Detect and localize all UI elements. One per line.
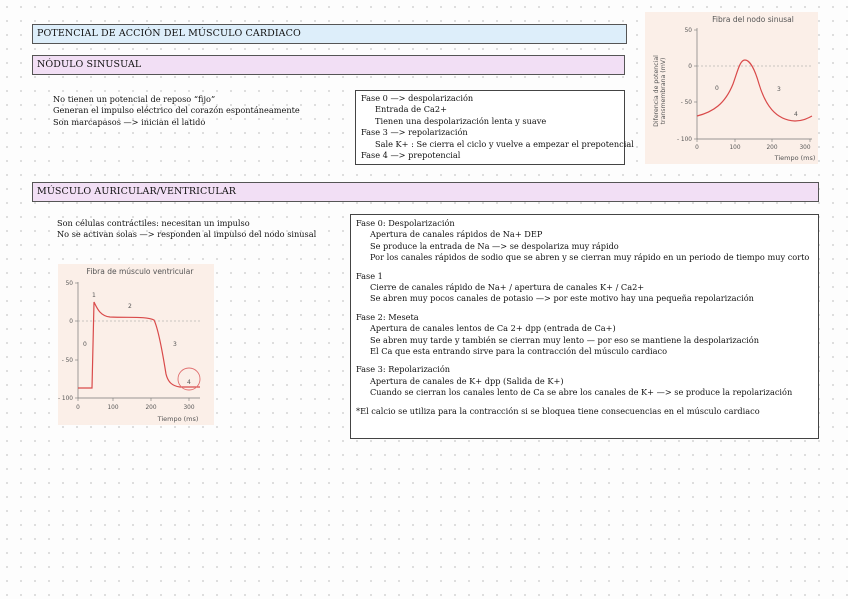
phase-title: Fase 1 — [356, 270, 383, 281]
phase-label: 4 — [187, 379, 191, 386]
ventricular-action-potential-chart — [58, 264, 214, 425]
phase-label: 2 — [128, 303, 132, 310]
y-tick-label: 50 — [65, 281, 73, 287]
phase-title: Fase 0: Despolarización — [356, 218, 455, 228]
text-line: Son células contráctiles: necesitan un impulso — [57, 218, 250, 228]
y-axis-label: Diferencia de potencial — [653, 55, 660, 127]
text-line: Cierre de canales rápido de Na+ / apertura de canales K+ / Ca2+ — [370, 282, 645, 293]
phase-label: 0 — [715, 85, 719, 92]
text-line: No se activan solas —> responden al impulso del nodo sinusal — [57, 229, 317, 240]
y-tick-label: - 50 — [61, 358, 73, 364]
y-axis-label: transmembrana (mV) — [660, 57, 667, 125]
x-tick-label: 0 — [695, 145, 699, 151]
y-tick-label: 0 — [69, 319, 73, 325]
phase-label: 0 — [83, 341, 87, 348]
y-tick-label: - 100 — [677, 137, 692, 143]
text-line: No tienen un potencial de reposo “fijo” — [53, 94, 216, 104]
sinusal-action-potential-chart — [645, 12, 818, 164]
section-header-nodulo: NÓDULO SINUSUAL — [32, 55, 625, 75]
section-header-muscular: MÚSCULO AURICULAR/VENTRICULAR — [32, 182, 819, 202]
text-line: Apertura de canales de K+ dpp (Salida de K+) — [370, 375, 564, 386]
text-line: Tienen una despolarización lenta y suave — [375, 115, 547, 126]
y-tick-label: 0 — [688, 64, 692, 70]
phase-title: Fase 3: Repolarización — [356, 364, 451, 375]
x-tick-label: 200 — [145, 405, 157, 411]
text-line: Por los canales rápidos de sodio que se abren y se cierran muy rápido en un periodo de tiempo muy corto — [370, 252, 810, 263]
nodulo-phases-box — [355, 90, 634, 165]
phase-title: Fase 0 —> despolarización — [361, 93, 474, 103]
text-line: Apertura de canales lentos de Ca 2+ dpp (entrada de Ca+) — [370, 323, 616, 334]
phase-title: Fase 2: Meseta — [356, 311, 419, 322]
action-potential-curve — [78, 302, 200, 388]
phase-label: 3 — [173, 341, 177, 348]
text-line: Se produce la entrada de Na —> se despolariza muy rápido — [370, 240, 619, 251]
text-line: Generan el impulso eléctrico del corazón espontáneamente — [53, 105, 300, 116]
y-tick-label: - 100 — [58, 396, 73, 402]
muscular-phases-box — [350, 214, 819, 439]
x-tick-label: 300 — [183, 405, 195, 411]
text-line: Cuando se cierran los canales lento de Ca se abre los canales de K+ —> se produce la repolarización — [370, 387, 793, 398]
chart-title: Fibra de músculo ventricular — [86, 267, 194, 276]
phase-title: Fase 4 —> prepotencial — [361, 150, 461, 161]
phase-label: 3 — [777, 86, 781, 93]
text-line: Apertura de canales rápidos de Na+ DEP — [370, 229, 543, 240]
text-line: Sale K+ : Se cierra el ciclo y vuelve a empezar el prepotencial — [375, 138, 634, 149]
y-tick-label: - 50 — [680, 100, 692, 106]
phase-label: 4 — [794, 111, 798, 118]
text-line: Entrada de Ca2+ — [375, 104, 447, 115]
y-tick-label: 50 — [684, 28, 692, 34]
nodulo-description — [53, 94, 300, 128]
footnote: *El calcio se utiliza para la contracción si se bloquea tiene consecuencias en el músculo cardiaco — [356, 405, 760, 416]
text-line: Se abren muy pocos canales de potasio —> por este motivo hay una pequeña repolarización — [370, 293, 754, 304]
phase-title: Fase 3 —> repolarización — [361, 127, 468, 138]
muscular-description — [57, 218, 316, 241]
x-tick-label: 0 — [76, 405, 80, 411]
x-tick-label: 100 — [107, 405, 119, 411]
x-tick-label: 300 — [799, 145, 811, 151]
main-title: POTENCIAL DE ACCIÓN DEL MÚSCULO CARDIACO — [32, 24, 627, 44]
x-axis-label: Tiempo (ms) — [774, 154, 816, 162]
phase-label: 1 — [92, 292, 96, 299]
text-line: El Ca que esta entrando sirve para la contracción del músculo cardiaco — [370, 346, 668, 357]
chart-title: Fibra del nodo sinusal — [712, 15, 794, 24]
text-line: Son marcapasos —> inician el latido — [53, 116, 206, 127]
x-tick-label: 200 — [766, 145, 778, 151]
text-line: Se abren muy tarde y también se cierran muy lento — por eso se mantiene la despolarización — [370, 334, 759, 345]
x-tick-label: 100 — [729, 145, 741, 151]
x-axis-label: Tiempo (ms) — [157, 415, 199, 423]
